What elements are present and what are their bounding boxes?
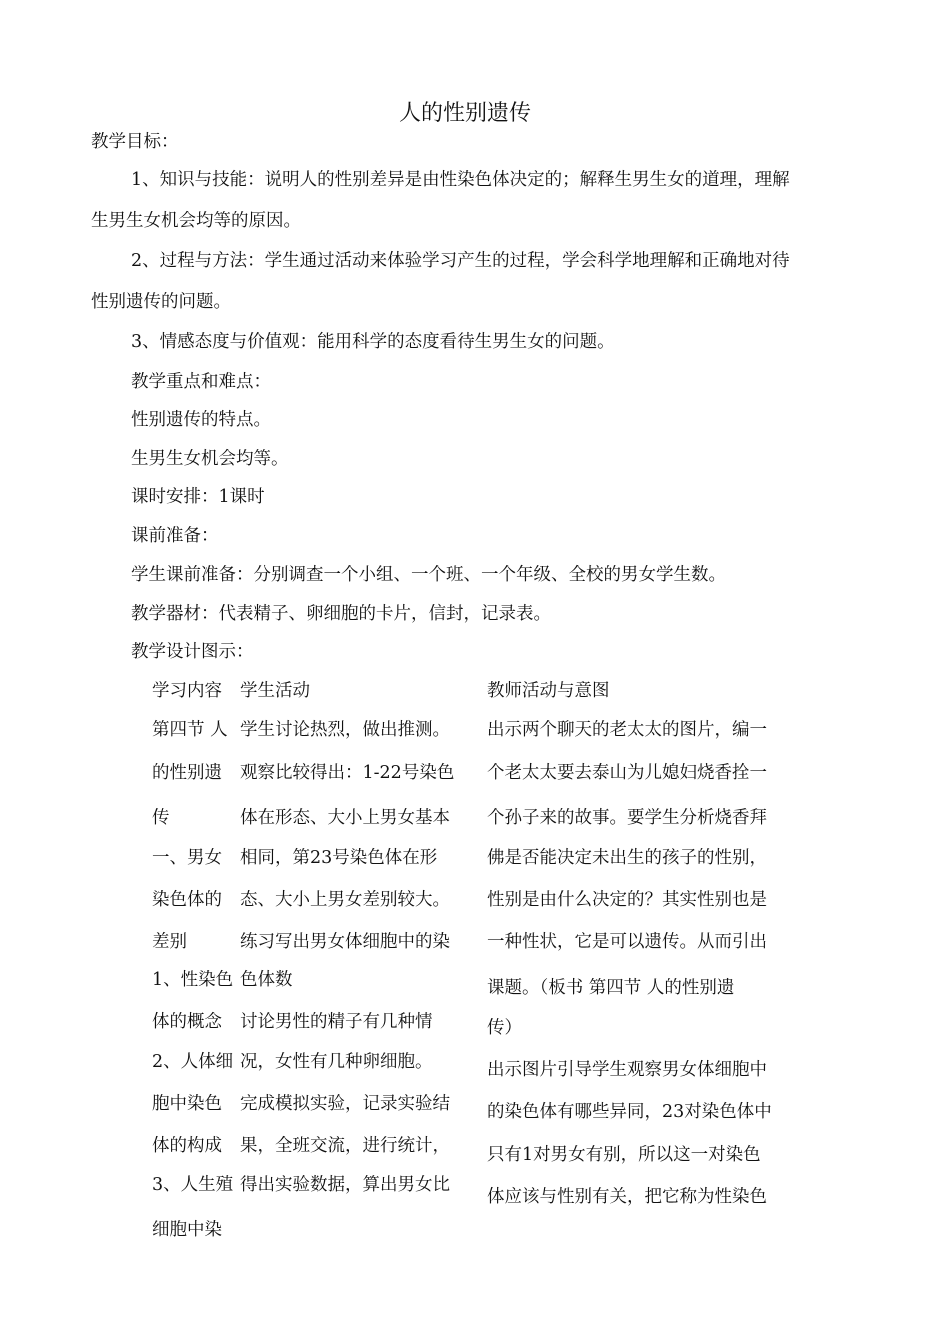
table-cell: 的染色体有哪些异同，23对染色体中 [487,1102,772,1122]
table-cell: 相同，第23号染色体在形 [240,848,438,868]
table-cell: 态、大小上男女差别较大。 [240,890,450,910]
table-cell: 1、性染色 [152,970,234,990]
table-cell: 2、人体细 [152,1052,234,1072]
table-cell: 体在形态、大小上男女基本 [240,808,450,828]
objective-2-line-1: 2、过程与方法：学生通过活动来体验学习产生的过程，学会科学地理解和正确地对待 [131,251,790,271]
objectives-heading: 教学目标： [91,132,179,152]
design-heading: 教学设计图示： [131,642,254,662]
header-student: 学生活动 [240,681,310,701]
header-content: 学习内容 [152,681,222,701]
table-cell: 传 [152,808,170,828]
table-cell: 胞中染色 [152,1094,222,1114]
table-cell: 况，女性有几种卵细胞。 [240,1052,433,1072]
objective-1-line-1: 1、知识与技能：说明人的性别差异是由性染色体决定的；解释生男生女的道理，理解 [131,170,790,190]
keypoint-2: 生男生女机会均等。 [131,449,289,469]
keypoint-1: 性别遗传的特点。 [131,410,271,430]
table-cell: 只有1对男女有别，所以这一对染色 [487,1145,761,1165]
table-cell: 学生讨论热烈，做出推测。 [240,720,450,740]
prep-heading: 课前准备： [131,526,219,546]
table-cell: 传） [487,1018,522,1038]
table-cell: 第四节 人 [152,720,228,740]
table-cell: 观察比较得出：1-22号染色 [240,763,455,783]
document-title: 人的性别遗传 [399,101,532,126]
table-cell: 出示图片引导学生观察男女体细胞中 [487,1060,767,1080]
table-cell: 体的构成 [152,1136,222,1156]
table-cell: 个老太太要去泰山为儿媳妇烧香拴一 [487,763,767,783]
table-cell: 练习写出男女体细胞中的染 [240,932,450,952]
objective-2-line-2: 性别遗传的问题。 [91,292,231,312]
keypoints-heading: 教学重点和难点： [131,372,271,392]
table-cell: 讨论男性的精子有几种情 [240,1012,433,1032]
table-cell: 性别是由什么决定的？其实性别也是 [487,890,767,910]
materials: 教学器材：代表精子、卵细胞的卡片，信封，记录表。 [131,604,551,624]
schedule: 课时安排：1课时 [131,487,265,507]
table-cell: 得出实验数据，算出男女比 [240,1175,450,1195]
table-cell: 染色体的 [152,890,222,910]
objective-3: 3、情感态度与价值观：能用科学的态度看待生男生女的问题。 [131,332,615,352]
table-cell: 出示两个聊天的老太太的图片，编一 [487,720,767,740]
table-cell: 完成模拟实验，记录实验结 [240,1094,450,1114]
table-cell: 3、人生殖 [152,1175,234,1195]
table-cell: 体的概念 [152,1012,222,1032]
table-cell: 一种性状，它是可以遗传。从而引出 [487,932,767,952]
header-teacher: 教师活动与意图 [487,681,610,701]
table-cell: 课题。（板书 第四节 人的性别遗 [487,978,735,998]
table-cell: 个孙子来的故事。要学生分析烧香拜 [487,808,767,828]
table-cell: 差别 [152,932,187,952]
table-cell: 一、男女 [152,848,222,868]
table-cell: 体应该与性别有关，把它称为性染色 [487,1187,767,1207]
objective-1-line-2: 生男生女机会均等的原因。 [91,211,301,231]
table-cell: 果，全班交流，进行统计， [240,1136,450,1156]
student-prep: 学生课前准备：分别调查一个小组、一个班、一个年级、全校的男女学生数。 [131,565,726,585]
table-cell: 佛是否能决定未出生的孩子的性别， [487,848,767,868]
table-cell: 的性别遗 [152,763,222,783]
table-cell: 色体数 [240,970,293,990]
table-cell: 细胞中染 [152,1220,222,1240]
